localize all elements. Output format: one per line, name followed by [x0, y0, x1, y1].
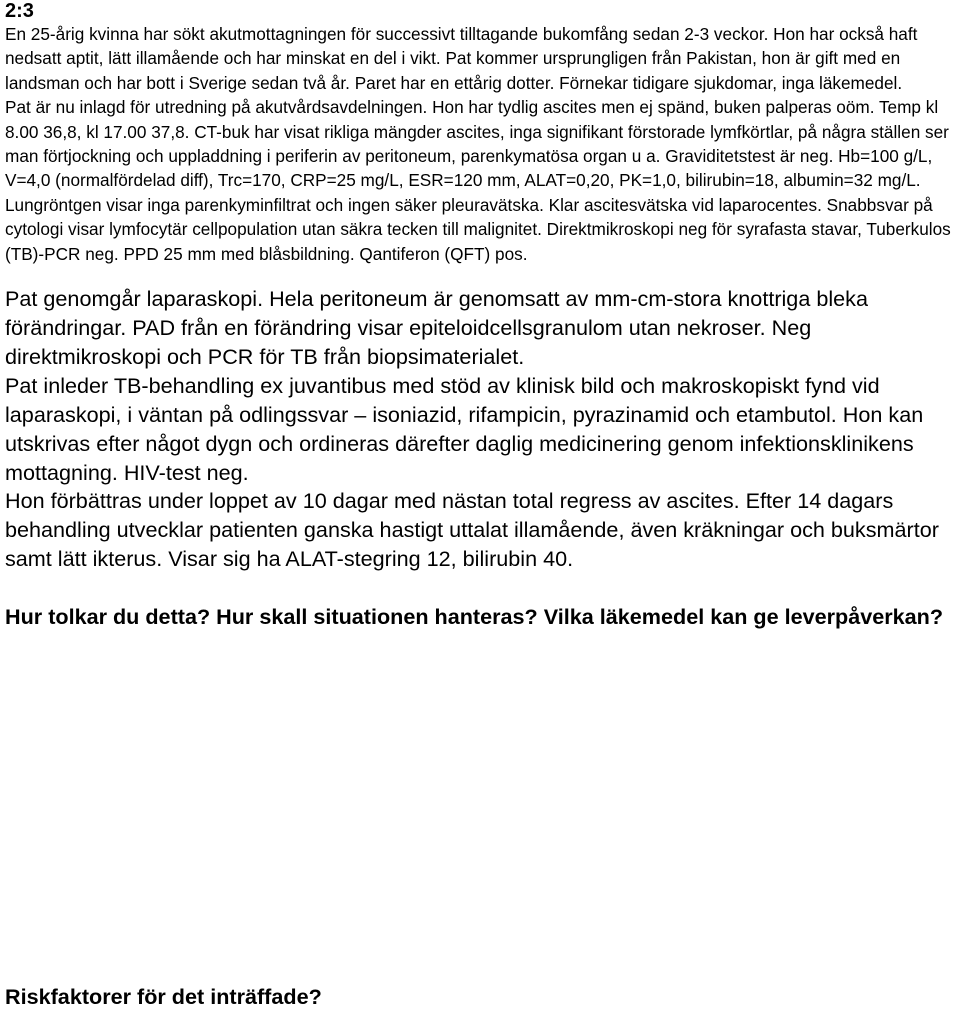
- followup-paragraph-progress: Hon förbättras under loppet av 10 dagar med nästan total regress av ascites. Efter 14 dagars behandling utvecklar patienten ganska hastigt uttalat illamående, även kräkningar och buksmärtor samt lätt ikterus. Visar sig ha ALAT-stegring 12, bilirubin 40.: [5, 488, 939, 572]
- intro-sentence: Lungröntgen visar inga parenkyminfiltrat och ingen säker pleuravätska.: [5, 194, 544, 215]
- intro-sentence: Pat är nu inlagd för utredning på akutvårdsavdelningen.: [5, 97, 428, 118]
- intro-sentence: CT-buk har visat rikliga mängder ascites, inga signifikant förstorade lymfkörtlar, på några ställen ser man förtjockning och uppladdning i periferin av peritoneum, parenkymatösa organ u a.: [5, 121, 949, 167]
- document-page: [5, 0, 955, 631]
- intro-sentence: Pat kommer ursprungligen från Pakistan, hon är gift med en landsman och har bott i Sverige sedan två år.: [5, 48, 901, 93]
- followup-paragraph-treatment: Pat inleder TB-behandling ex juvantibus med stöd av klinisk bild och makroskopiskt fynd vid laparaskopi, i väntan på odlingssvar – isoniazid, rifampicin, pyrazinamid och etambutol. Hon kan utskrivas efter något dygn och ordineras därefter daglig medicinering genom infektionsklinikens mottagning. HIV-test neg.: [5, 372, 924, 485]
- case-intro-paragraph: [5, 21, 955, 266]
- intro-sentence: En 25-årig kvinna har sökt akutmottagningen för successivt tilltagande bukomfång sedan 2-3 veckor.: [5, 24, 769, 44]
- intro-sentence: Hon har tydlig ascites men ej spänd, buken palperas oöm.: [432, 97, 875, 118]
- intro-sentence: PPD 25 mm med blåsbildning.: [123, 243, 355, 264]
- intro-sentence: Temp kl 8.00 36,8, kl 17.00 37,8.: [5, 97, 939, 142]
- followup-paragraph-laparoscopy: Pat genomgår laparaskopi. Hela peritoneum är genomsatt av mm-cm-stora knottriga bleka förändringar. PAD från en förändring visar epiteloidcellsgranulom utan nekroser. Neg direktmikroskopi och PCR för TB från biopsimaterialet.: [5, 286, 868, 369]
- intro-sentence: Hb=100 g/L, V=4,0 (normalfördelad diff), Trc=170, CRP=25 mg/L, ESR=120 mm, ALAT=0,20, PK=1,0, bilirubin=18, albumin=32 mg/L.: [5, 146, 933, 191]
- intro-sentence: Snabbsvar på cytologi visar lymfocytär cellpopulation utan säkra tecken till malignitet.: [5, 194, 933, 240]
- case-heading: 2:3: [5, 0, 34, 22]
- intro-sentence: Förnekar tidigare sjukdomar, inga läkemedel.: [559, 72, 903, 93]
- intro-sentence: Paret har en ettårig dotter.: [354, 72, 555, 93]
- intro-sentence: Graviditetstest är neg.: [665, 146, 834, 167]
- intro-sentence: Hon har också haft nedsatt aptit, lätt illamående och har minskat en del i vikt.: [5, 24, 918, 69]
- main-question: Hur tolkar du detta? Hur skall situationen hanteras? Vilka läkemedel kan ge leverpåverkan?: [5, 604, 944, 630]
- intro-sentence: Direktmikroskopi neg för syrafasta stavar, Tuberkulos (TB)-PCR neg.: [5, 219, 951, 264]
- intro-sentence: Qantiferon (QFT) pos.: [359, 243, 528, 264]
- final-question: Riskfaktorer för det inträffade?: [5, 984, 322, 1009]
- intro-sentence: Klar ascitesvätska vid laparocentes.: [548, 194, 822, 215]
